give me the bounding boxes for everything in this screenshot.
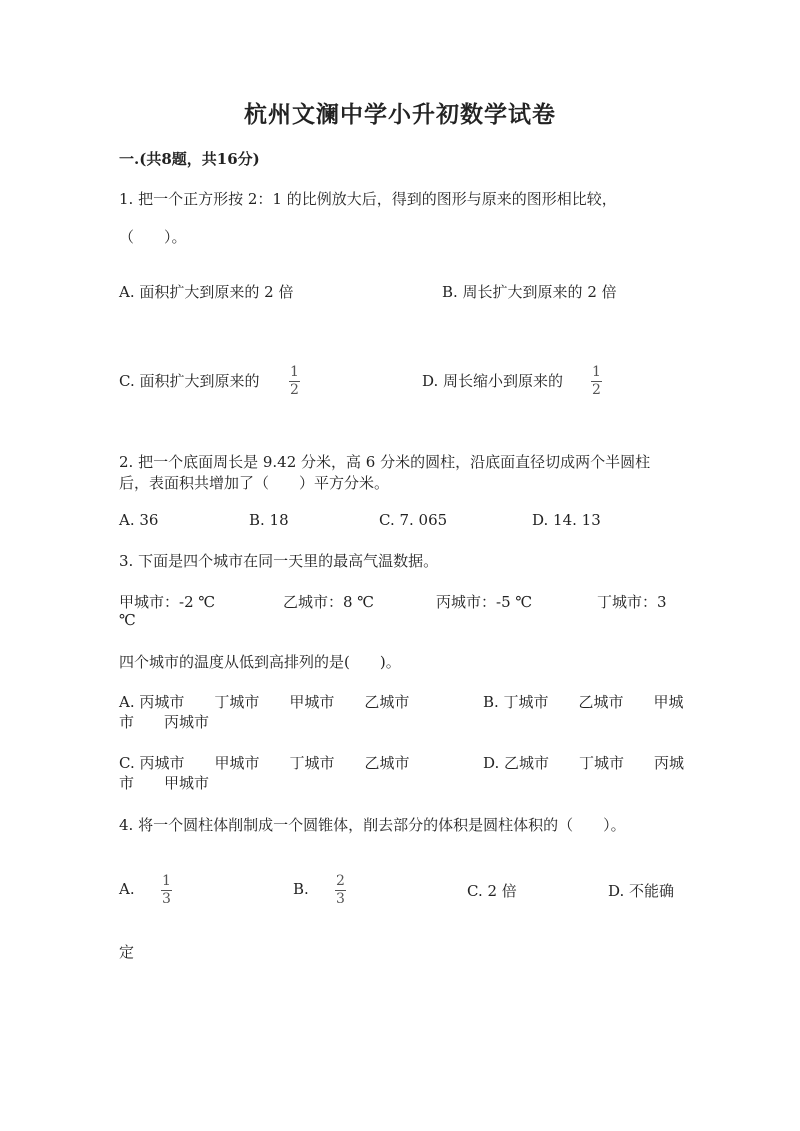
- question-3-option-b: B. 丁城市 乙城市 甲城: [483, 693, 684, 711]
- fraction-numerator: 1: [290, 364, 299, 380]
- question-2-stem-cont: 后，表面积共增加了（ ）平方分米。: [119, 474, 390, 492]
- temp-city-d-unit: ℃: [119, 611, 136, 629]
- fraction-denominator: 3: [336, 891, 345, 907]
- question-1-option-c: C. 面积扩大到原来的: [119, 372, 260, 390]
- fraction-b: [335, 874, 346, 907]
- question-4-option-d: D. 不能确: [608, 882, 675, 900]
- question-1-option-a: A. 面积扩大到原来的 2 倍: [119, 283, 294, 301]
- section-header: 一.(共8题，共16分): [119, 150, 260, 168]
- temp-city-c: 丙城市：-5 ℃: [436, 593, 533, 611]
- question-4-option-b: B.: [293, 880, 309, 898]
- question-1-option-d: D. 周长缩小到原来的: [422, 372, 564, 390]
- temp-city-d: 丁城市：3: [597, 593, 667, 611]
- fraction-denominator: 2: [290, 382, 299, 398]
- question-2-stem: 2. 把一个底面周长是 9.42 分米，高 6 分米的圆柱，沿底面直径切成两个半圆柱: [119, 453, 651, 471]
- question-4-option-c: C. 2 倍: [467, 882, 517, 900]
- fraction-numerator: 1: [592, 364, 601, 380]
- question-3-prompt: 四个城市的温度从低到高排列的是( )。: [119, 653, 401, 671]
- page-title: 杭州文澜中学小升初数学试卷: [244, 101, 556, 128]
- question-2-option-a: A. 36: [119, 511, 159, 529]
- fraction-denominator: 2: [592, 382, 601, 398]
- fraction-denominator: 3: [162, 891, 171, 907]
- fraction-numerator: 1: [162, 873, 171, 889]
- question-1-stem-cont: （ ）。: [119, 228, 187, 246]
- fraction-numerator: 2: [336, 873, 345, 889]
- fraction-c: [289, 365, 300, 398]
- question-3-option-d: D. 乙城市 丁城市 丙城: [483, 754, 685, 772]
- question-2-option-d: D. 14. 13: [532, 511, 601, 529]
- fraction-a: [161, 874, 172, 907]
- question-1-stem: 1. 把一个正方形按 2：1 的比例放大后，得到的图形与原来的图形相比较，: [119, 190, 617, 208]
- question-3-stem: 3. 下面是四个城市在同一天里的最高气温数据。: [119, 552, 439, 570]
- question-3-option-d-cont: 市 甲城市: [119, 774, 210, 792]
- fraction-d: [591, 365, 602, 398]
- question-4-stem: 4. 将一个圆柱体削制成一个圆锥体，削去部分的体积是圆柱体积的（ ）。: [119, 816, 626, 834]
- question-2-option-b: B. 18: [249, 511, 289, 529]
- question-4-option-a: A.: [119, 880, 135, 898]
- question-3-option-b-cont: 市 丙城市: [119, 713, 210, 731]
- temp-city-b: 乙城市：8 ℃: [283, 593, 375, 611]
- question-3-option-c: C. 丙城市 甲城市 丁城市 乙城市: [119, 754, 410, 772]
- question-3-option-a: A. 丙城市 丁城市 甲城市 乙城市: [119, 693, 410, 711]
- temp-city-a: 甲城市：-2 ℃: [119, 593, 216, 611]
- question-2-option-c: C. 7. 065: [379, 511, 448, 529]
- question-1-option-b: B. 周长扩大到原来的 2 倍: [442, 283, 617, 301]
- question-4-option-d-cont: 定: [119, 943, 135, 961]
